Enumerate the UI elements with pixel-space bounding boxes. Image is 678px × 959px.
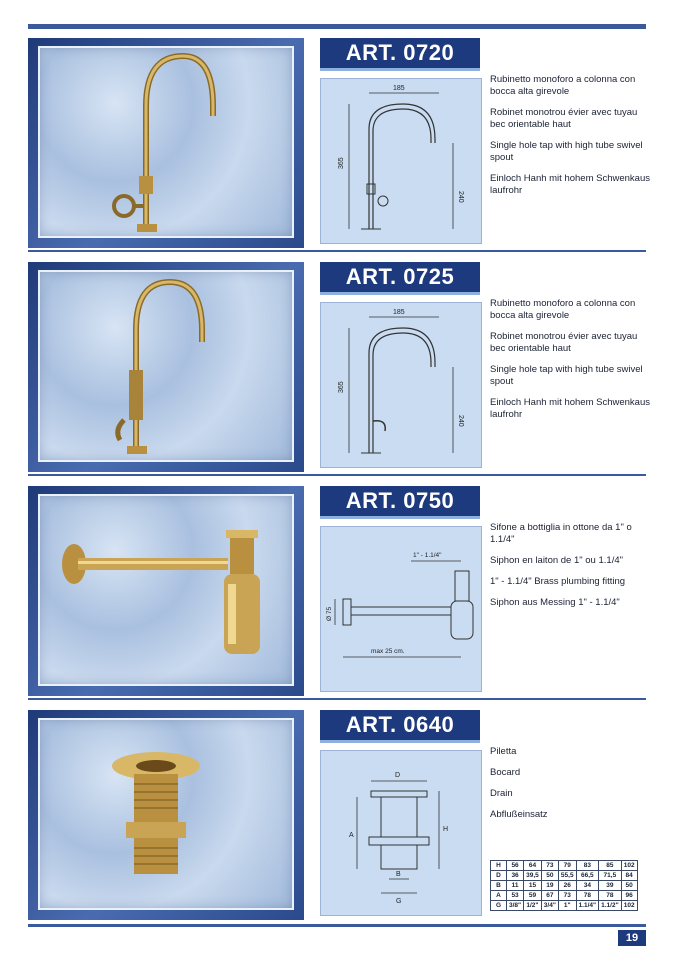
table-row	[491, 901, 638, 911]
table-row	[491, 871, 638, 881]
section-divider	[28, 250, 646, 252]
desc-de: Siphon aus Messing 1" - 1.1/4"	[490, 597, 620, 608]
table-cell: 39	[599, 881, 622, 891]
product-section-0640	[0, 710, 678, 932]
table-cell: 79	[558, 861, 576, 871]
table-cell: D	[491, 871, 507, 881]
desc-fr: Robinet monotrou évier avec tuyau bec orientable haut	[490, 107, 638, 130]
table-cell: 36	[507, 871, 524, 881]
technical-drawing-0640	[320, 750, 482, 916]
dim-height: 365	[338, 381, 345, 393]
desc-de: Einloch Hanh mit hohem Schwenkaus laufrohr	[490, 397, 651, 420]
table-cell: 84	[621, 871, 637, 881]
desc-en: Drain	[490, 788, 513, 799]
section-divider	[28, 474, 646, 476]
table-cell: 102	[621, 901, 637, 911]
dim-length: max 25 cm.	[371, 648, 405, 655]
table-cell: 71,5	[599, 871, 622, 881]
description	[490, 298, 650, 430]
dim-height: 365	[338, 157, 345, 169]
table-cell: 3/4"	[541, 901, 558, 911]
table-cell: 73	[558, 891, 576, 901]
dim-size: 1" - 1.1/4"	[413, 552, 442, 559]
table-row	[491, 891, 638, 901]
table-cell: 34	[576, 881, 599, 891]
dim-a: A	[349, 832, 354, 839]
table-cell: 1/2"	[524, 901, 542, 911]
dim-g: G	[396, 898, 402, 905]
dim-spout: 240	[457, 191, 464, 203]
technical-drawing-0725	[320, 302, 482, 468]
product-section-0725	[0, 262, 678, 484]
dim-h: H	[443, 826, 449, 833]
art-number: ART. 0725	[320, 262, 480, 295]
table-cell: B	[491, 881, 507, 891]
table-cell: 78	[599, 891, 622, 901]
technical-drawing-0720	[320, 78, 482, 244]
photo-frame	[28, 38, 304, 248]
description	[490, 522, 650, 618]
technical-drawing-0750	[320, 526, 482, 692]
art-number: ART. 0750	[320, 486, 480, 519]
table-cell: 56	[507, 861, 524, 871]
desc-de: Einloch Hanh mit hohem Schwenkaus laufrohr	[490, 173, 651, 196]
art-number: ART. 0720	[320, 38, 480, 71]
table-cell: 53	[507, 891, 524, 901]
desc-en: Single hole tap with high tube swivel spout	[490, 364, 643, 387]
table-cell: H	[491, 861, 507, 871]
desc-fr: Robinet monotrou évier avec tuyau bec orientable haut	[490, 331, 638, 354]
dim-width: 185	[393, 309, 405, 316]
desc-it: Sifone a bottiglia in ottone da 1" o 1.1/4"	[490, 522, 632, 545]
table-cell: 73	[541, 861, 558, 871]
table-cell: 1.1/4"	[576, 901, 599, 911]
photo-frame	[28, 710, 304, 920]
description	[490, 746, 650, 830]
table-cell: 50	[621, 881, 637, 891]
table-cell: 11	[507, 881, 524, 891]
table-cell: 19	[541, 881, 558, 891]
table-cell: 39,5	[524, 871, 542, 881]
table-cell: 50	[541, 871, 558, 881]
table-row	[491, 881, 638, 891]
table-cell: 102	[621, 861, 637, 871]
table-cell: A	[491, 891, 507, 901]
desc-fr: Siphon en laiton de 1" ou 1.1/4"	[490, 555, 623, 566]
bottom-rule	[28, 924, 646, 927]
top-rule	[28, 24, 646, 29]
table-cell: 59	[524, 891, 542, 901]
dim-diameter: Ø 75	[326, 606, 333, 621]
table-cell: 66,5	[576, 871, 599, 881]
dim-spout: 240	[457, 415, 464, 427]
desc-de: Abflußeinsatz	[490, 809, 548, 820]
product-section-0750	[0, 486, 678, 708]
desc-it: Rubinetto monoforo a colonna con bocca alta girevole	[490, 298, 636, 321]
product-section-0720	[0, 38, 678, 260]
table-cell: 78	[576, 891, 599, 901]
table-cell: 26	[558, 881, 576, 891]
table-cell: 85	[599, 861, 622, 871]
product-photo-0725	[38, 270, 294, 462]
desc-fr: Bocard	[490, 767, 521, 778]
table-cell: 64	[524, 861, 542, 871]
photo-frame	[28, 262, 304, 472]
table-cell: 1.1/2"	[599, 901, 622, 911]
dim-width: 185	[393, 85, 405, 92]
desc-en: 1" - 1.1/4" Brass plumbing fitting	[490, 576, 626, 587]
table-row	[491, 861, 638, 871]
table-cell: 3/8"	[507, 901, 524, 911]
table-cell: 55,5	[558, 871, 576, 881]
photo-frame	[28, 486, 304, 696]
table-cell: 67	[541, 891, 558, 901]
description	[490, 74, 650, 206]
product-photo-0640	[38, 718, 294, 910]
table-cell: G	[491, 901, 507, 911]
page-number: 19	[618, 930, 646, 946]
table-cell: 83	[576, 861, 599, 871]
dim-b: B	[396, 871, 401, 878]
dim-d: D	[395, 772, 401, 779]
product-photo-0750	[38, 494, 294, 686]
desc-it: Rubinetto monoforo a colonna con bocca alta girevole	[490, 74, 636, 97]
size-table	[490, 860, 638, 911]
desc-en: Single hole tap with high tube swivel spout	[490, 140, 643, 163]
desc-it: Piletta	[490, 746, 517, 757]
table-cell: 96	[621, 891, 637, 901]
table-cell: 1"	[558, 901, 576, 911]
art-number: ART. 0640	[320, 710, 480, 743]
product-photo-0720	[38, 46, 294, 238]
table-cell: 15	[524, 881, 542, 891]
section-divider	[28, 698, 646, 700]
